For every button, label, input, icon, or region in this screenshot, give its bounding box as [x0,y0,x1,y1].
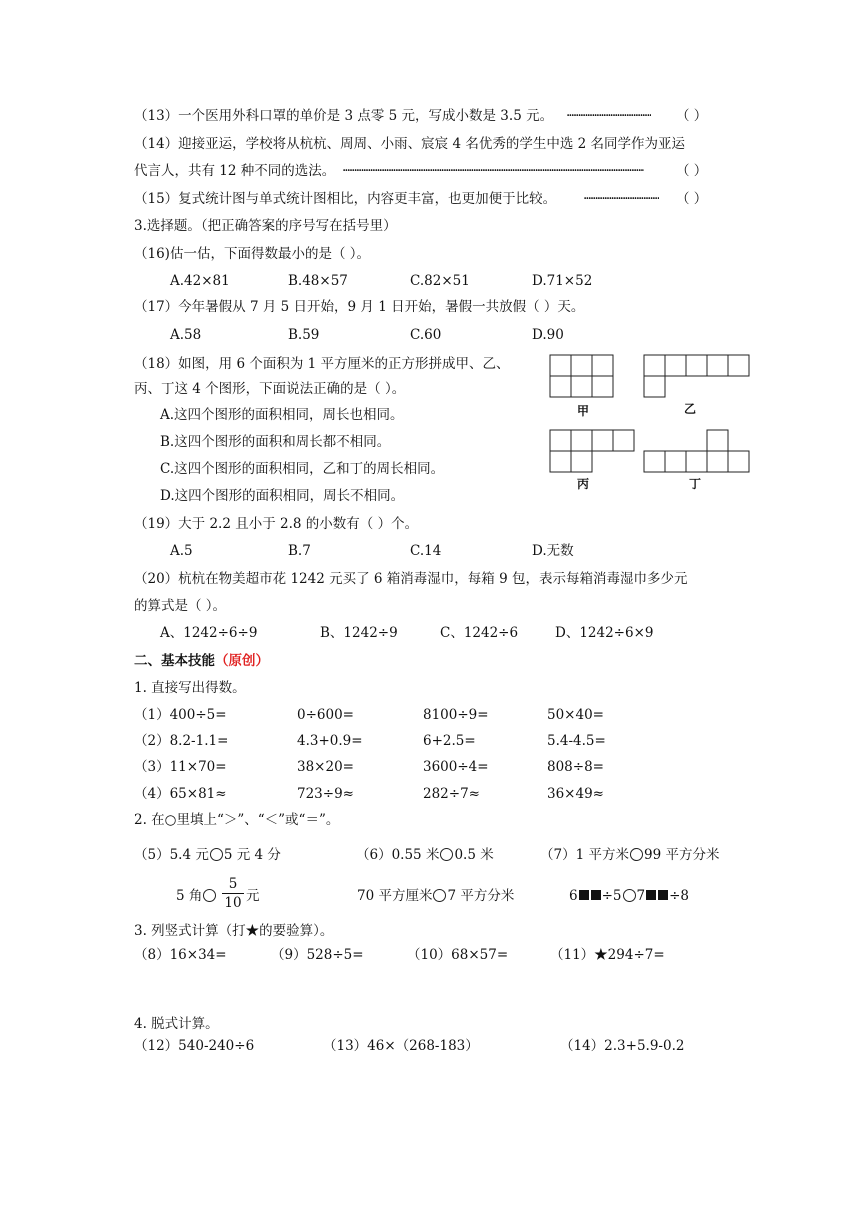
q18-figures [540,345,760,495]
blank-square [591,890,601,900]
oral-1-d: 50×40= [547,707,604,723]
q18-option-b[interactable]: B.这四个图形的面积和周长都不相同。 [160,434,391,450]
oral-3-a: （3）11×70= [134,759,227,775]
calc-14: （14）2.3+5.9-0.2 [560,1038,685,1054]
q14-dots: ···································································································································· [342,163,645,179]
vertical-10: （10）68×57= [407,947,509,963]
oral-4-c: 282÷7≈ [423,786,480,802]
oral-1-c: 8100÷9= [423,707,489,723]
q20-line2: 的算式是（ ）。 [134,598,227,614]
q17-option-d[interactable]: D.90 [532,327,564,343]
q16-text: （16)估一估，下面得数最小的是（ ）。 [134,246,370,262]
skills-s1-heading: 1. 直接写出得数。 [134,680,246,696]
q20-option-d[interactable]: D、1242÷6×9 [555,625,654,641]
q18-option-a[interactable]: A.这四个图形的面积相同，周长也相同。 [160,407,404,423]
q19-option-d[interactable]: D.无数 [532,543,574,559]
fraction-five-tenths: 5 10 [222,876,244,911]
q16-option-b[interactable]: B.48×57 [288,273,348,289]
q16-option-d[interactable]: D.71×52 [532,273,593,289]
compare-8-unit: 元 [246,888,260,904]
q17-option-b[interactable]: B.59 [288,327,320,343]
figure-label-bing: 丙 [577,477,590,491]
q14-answer-paren[interactable]: （ ） [676,163,708,179]
calc-13: （13）46×（268-183） [323,1038,479,1054]
skills-title: 二、基本技能（原创） [134,653,269,669]
q19-text: （19）大于 2.2 且小于 2.8 的小数有（ ）个。 [134,516,419,532]
vertical-9: （9）528÷5= [271,947,364,963]
skills-s3-heading: 3. 列竖式计算（打★的要验算）。 [134,923,334,939]
q15-text: （15）复式统计图与单式统计图相比，内容更丰富，也更加便于比较。 [134,191,557,207]
compare-7: （7）1 平方米 99 平方分米 [540,847,720,863]
oral-3-d: 808÷8= [547,759,604,775]
q13-dots: ····································· [566,108,651,124]
compare-5-circle[interactable] [210,848,223,861]
q13-text: （13）一个医用外科口罩的单价是 3 点零 5 元，写成小数是 3.5 元。 [134,108,554,124]
q20-option-b[interactable]: B、1242÷9 [320,625,398,641]
figure-jia [550,355,613,397]
original-tag: （原创） [215,653,269,669]
compare-8-circle[interactable] [203,889,216,902]
q18-line1: （18）如图，用 6 个面积为 1 平方厘米的正方形拼成甲、乙、 [134,356,510,372]
q17-option-c[interactable]: C.60 [410,327,442,343]
vertical-8: （8）16×34= [134,947,227,963]
oral-1-a: （1）400÷5= [134,707,227,723]
oral-2-a: （2）8.2-1.1= [134,733,229,749]
blank-square [646,890,656,900]
q20-option-c[interactable]: C、1242÷6 [440,625,519,641]
q17-text: （17）今年暑假从 7 月 5 日开始，9 月 1 日开始，暑假一共放假（ ）天。 [134,299,585,315]
oral-3-b: 38×20= [297,759,354,775]
oral-2-d: 5.4-4.5= [547,733,606,749]
q20-option-a[interactable]: A、1242÷6÷9 [160,625,258,641]
compare-9: 70 平方厘米 7 平方分米 [357,888,515,904]
compare-5: （5）5.4 元 5 元 4 分 [134,847,281,863]
figure-yi [644,355,749,397]
calc-12: （12）540-240÷6 [134,1038,255,1054]
q14-line1: （14）迎接亚运，学校将从杭杭、周周、小雨、宸宸 4 名优秀的学生中选 2 名同学作为亚运 [134,136,686,152]
figure-label-jia: 甲 [577,404,590,418]
compare-10: 6 ÷5 7 ÷8 [569,888,689,904]
oral-4-d: 36×49≈ [547,786,604,802]
choice-heading: 3.选择题。（把正确答案的序号写在括号里） [134,218,397,234]
figure-label-yi: 乙 [684,402,697,416]
figure-bing [550,430,634,472]
q20-line1: （20）杭杭在物美超市花 1242 元买了 6 箱消毒湿巾，每箱 9 包，表示每箱消毒湿巾多少元 [134,571,688,587]
q19-option-a[interactable]: A.5 [170,543,193,559]
q15-answer-paren[interactable]: （ ） [676,191,708,207]
q14-line2: 代言人，共有 12 种不同的选法。 [134,163,336,179]
vertical-11: （11）★294÷7= [550,947,665,963]
blank-square [658,890,668,900]
skills-s2-heading: 2. 在○里填上“＞”、“＜”或“＝”。 [134,812,340,828]
q18-option-d[interactable]: D.这四个图形的面积相同，周长不相同。 [160,488,405,504]
compare-7-circle[interactable] [630,848,643,861]
oral-2-c: 6+2.5= [423,733,476,749]
oral-4-a: （4）65×81≈ [134,786,227,802]
oral-4-b: 723÷9≈ [297,786,354,802]
compare-6: （6）0.55 米 0.5 米 [356,847,494,863]
q19-option-c[interactable]: C.14 [410,543,442,559]
compare-9-circle[interactable] [433,889,446,902]
q17-option-a[interactable]: A.58 [170,327,202,343]
compare-8-left: 5 角 [176,887,217,905]
q16-option-c[interactable]: C.82×51 [410,273,470,289]
figure-label-ding: 丁 [689,477,702,491]
q19-option-b[interactable]: B.7 [288,543,311,559]
oral-2-b: 4.3+0.9= [297,733,363,749]
figure-ding [644,430,749,472]
compare-10-circle[interactable] [623,889,636,902]
q16-option-a[interactable]: A.42×81 [170,273,230,289]
q13-answer-paren[interactable]: （ ） [676,108,708,124]
blank-square [579,890,589,900]
compare-6-circle[interactable] [440,848,453,861]
q18-line2: 丙、丁这 4 个图形，下面说法正确的是（ ）。 [134,381,406,397]
skills-s4-heading: 4. 脱式计算。 [134,1016,219,1032]
q15-dots: ································· [583,191,659,207]
q18-option-c[interactable]: C.这四个图形的面积相同，乙和丁的周长相同。 [160,461,445,477]
oral-1-b: 0÷600= [297,707,354,723]
oral-3-c: 3600÷4= [423,759,489,775]
